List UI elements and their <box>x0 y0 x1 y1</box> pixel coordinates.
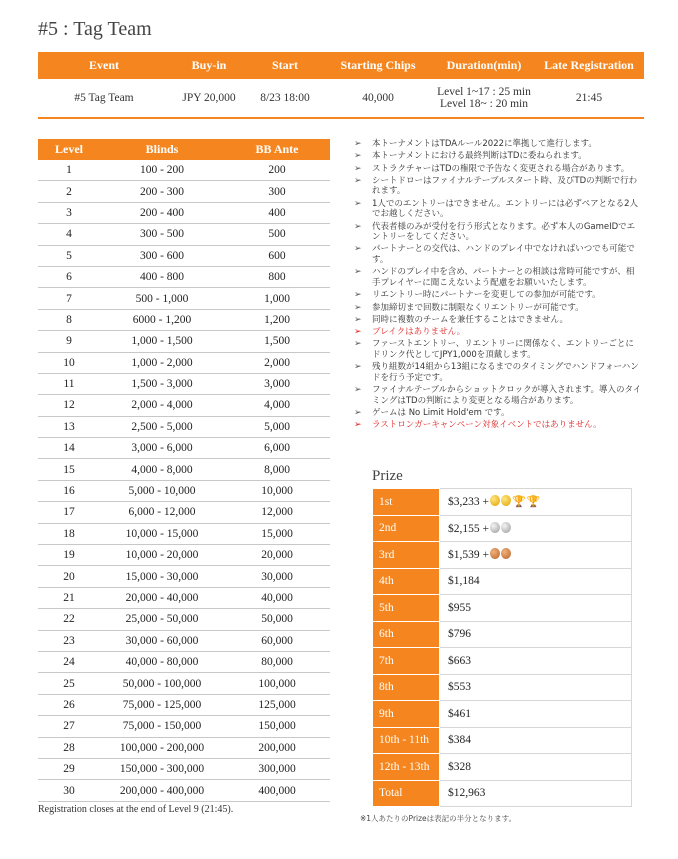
bb-ante-cell: 800 <box>224 266 330 287</box>
bb-ante-cell: 400 <box>224 202 330 223</box>
table-row <box>38 694 330 715</box>
prize-amount-cell <box>440 754 632 781</box>
prize-amount-cell <box>440 542 632 569</box>
table-row <box>38 181 330 202</box>
prize-row <box>373 542 632 569</box>
blinds-cell: 200 - 300 <box>100 181 224 202</box>
level-cell: 14 <box>38 438 100 459</box>
prize-row <box>373 780 632 807</box>
level-cell: 13 <box>38 416 100 437</box>
blinds-cell: 1,000 - 2,000 <box>100 352 224 373</box>
table-row <box>38 438 330 459</box>
level-cell: 5 <box>38 245 100 266</box>
level-cell: 24 <box>38 651 100 672</box>
bb-ante-cell: 1,000 <box>224 288 330 309</box>
prize-row <box>373 489 632 516</box>
level-cell: 17 <box>38 502 100 523</box>
event-name: #5 Tag Team <box>38 79 170 118</box>
note-text: 残り組数が14組から13組になるまでのタイミングでハンドフォーハンドを行う予定です。 <box>372 362 639 383</box>
bb-ante-cell: 300,000 <box>224 758 330 779</box>
blinds-cell: 30,000 - 60,000 <box>100 630 224 651</box>
table-row <box>38 416 330 437</box>
late-registration-value: 21:45 <box>534 79 644 118</box>
blinds-cell: 300 - 600 <box>100 245 224 266</box>
table-row <box>38 288 330 309</box>
prize-place: 5th <box>373 595 440 622</box>
table-row <box>38 780 330 801</box>
table-row <box>38 737 330 758</box>
prize-amount: $2,155 + <box>448 522 489 535</box>
blinds-cell: 200 - 400 <box>100 202 224 223</box>
note-text: 同時に複数のチームを兼任することはできません。 <box>372 314 569 325</box>
trophy-icon: 🏆 <box>526 496 541 509</box>
prize-place: 7th <box>373 648 440 675</box>
blinds-cell: 400 - 800 <box>100 266 224 287</box>
arrow-bullet-icon: ➢ <box>354 221 362 232</box>
prize-amount: $328 <box>448 760 471 773</box>
list-item <box>352 385 642 406</box>
note-text: パートナーとの交代は、ハンドのプレイ中でなければいつでも可能です。 <box>372 244 635 266</box>
blinds-cell: 3,000 - 6,000 <box>100 438 224 459</box>
registration-note: Registration closes at the end of Level 9 (21:45). <box>38 804 234 815</box>
header-bb-ante: BB Ante <box>224 139 330 160</box>
table-row <box>38 373 330 394</box>
table-row <box>38 480 330 501</box>
blinds-cell: 150,000 - 300,000 <box>100 758 224 779</box>
level-cell: 19 <box>38 545 100 566</box>
bronze-medal-icon <box>490 548 500 559</box>
note-text: ファイナルテーブルからショットクロックが導入されます。導入のタイミングはTDの判断により変更となる場合があります。 <box>372 385 642 406</box>
prize-row <box>373 754 632 781</box>
arrow-bullet-icon: ➢ <box>354 151 362 162</box>
table-row <box>38 160 330 181</box>
blinds-cell: 10,000 - 20,000 <box>100 545 224 566</box>
prize-amount-cell <box>440 515 632 542</box>
note-text: 本トーナメントにおける最終判断はTDに委ねられます。 <box>372 151 587 162</box>
level-cell: 30 <box>38 780 100 801</box>
level-cell: 29 <box>38 758 100 779</box>
level-cell: 25 <box>38 673 100 694</box>
table-row <box>38 502 330 523</box>
bb-ante-cell: 5,000 <box>224 416 330 437</box>
bb-ante-cell: 500 <box>224 224 330 245</box>
prize-amount: $955 <box>448 601 471 614</box>
bb-ante-cell: 3,000 <box>224 373 330 394</box>
table-row <box>38 459 330 480</box>
prize-row <box>373 674 632 701</box>
note-text: シートドローはファイナルテーブルスタート時、及びTDの判断で行われます。 <box>372 175 638 197</box>
table-row <box>38 395 330 416</box>
note-text: 1人でのエントリーはできません。エントリーには必ずペアとなる2人でお越しください。 <box>372 198 638 220</box>
prize-amount-cell <box>440 621 632 648</box>
duration-value <box>434 79 534 118</box>
prize-note: ※1人あたりのPrizeは表記の半分となります。 <box>360 814 517 823</box>
prize-row <box>373 515 632 542</box>
level-cell: 6 <box>38 266 100 287</box>
header-blinds: Blinds <box>100 139 224 160</box>
list-item <box>352 290 642 301</box>
prize-place: 1st <box>373 489 440 516</box>
prize-amount: $796 <box>448 628 471 641</box>
prize-table <box>372 488 632 807</box>
bb-ante-cell: 100,000 <box>224 673 330 694</box>
note-text: 参加締切まで回数に制限なくリエントリーが可能です。 <box>372 302 584 313</box>
arrow-bullet-icon: ➢ <box>354 362 362 373</box>
prize-place: Total <box>373 780 440 807</box>
prize-amount-cell <box>440 701 632 728</box>
level-cell: 2 <box>38 181 100 202</box>
summary-row <box>38 79 644 118</box>
list-item <box>352 303 642 314</box>
bb-ante-cell: 8,000 <box>224 459 330 480</box>
blinds-cell: 100,000 - 200,000 <box>100 737 224 758</box>
prize-row <box>373 568 632 595</box>
list-item <box>352 408 642 419</box>
blinds-cell: 6,000 - 12,000 <box>100 502 224 523</box>
prize-row <box>373 701 632 728</box>
prize-place: 8th <box>373 674 440 701</box>
prize-amount: $12,963 <box>448 787 486 800</box>
prize-amount: $3,233 + <box>448 496 489 509</box>
blinds-cell: 15,000 - 30,000 <box>100 566 224 587</box>
bb-ante-cell: 400,000 <box>224 780 330 801</box>
chips-value: 40,000 <box>322 79 434 118</box>
blinds-cell: 4,000 - 8,000 <box>100 459 224 480</box>
blinds-cell: 1,000 - 1,500 <box>100 331 224 352</box>
bb-ante-cell: 10,000 <box>224 480 330 501</box>
duration-line-2: Level 18~ : 20 min <box>440 98 528 110</box>
header-level: Level <box>38 139 100 160</box>
level-cell: 20 <box>38 566 100 587</box>
bb-ante-cell: 20,000 <box>224 545 330 566</box>
list-item <box>352 267 642 288</box>
blinds-cell: 500 - 1,000 <box>100 288 224 309</box>
note-text: ハンドのプレイ中を含め、パートナーとの相談は常時可能ですが、相手プレイヤーに聞こえないよう配慮をお願いいたします。 <box>372 267 635 288</box>
blinds-cell: 40,000 - 80,000 <box>100 651 224 672</box>
note-text: ラストロンガーキャンペーン対象イベントではありません。 <box>372 420 602 431</box>
level-cell: 9 <box>38 331 100 352</box>
blinds-cell: 75,000 - 125,000 <box>100 694 224 715</box>
blinds-cell: 5,000 - 10,000 <box>100 480 224 501</box>
table-row <box>38 352 330 373</box>
level-cell: 26 <box>38 694 100 715</box>
table-row <box>38 651 330 672</box>
table-row <box>38 331 330 352</box>
table-row <box>38 716 330 737</box>
prize-amount-cell <box>440 648 632 675</box>
arrow-bullet-icon: ➢ <box>354 420 362 431</box>
level-cell: 22 <box>38 609 100 630</box>
bb-ante-cell: 200 <box>224 160 330 181</box>
arrow-bullet-icon: ➢ <box>354 198 362 209</box>
prize-place: 9th <box>373 701 440 728</box>
list-item <box>352 199 642 220</box>
bb-ante-cell: 30,000 <box>224 566 330 587</box>
level-cell: 15 <box>38 459 100 480</box>
prize-amount-cell <box>440 595 632 622</box>
table-row <box>38 609 330 630</box>
prize-row <box>373 621 632 648</box>
bb-ante-cell: 4,000 <box>224 395 330 416</box>
note-text: ファーストエントリー、リエントリーに関係なく、エントリーごとにドリンク代としてJPY1,000を頂戴します。 <box>372 339 634 360</box>
level-cell: 7 <box>38 288 100 309</box>
duration-line-1: Level 1~17 : 25 min <box>437 86 531 98</box>
table-row <box>38 545 330 566</box>
bb-ante-cell: 6,000 <box>224 438 330 459</box>
bb-ante-cell: 1,200 <box>224 309 330 330</box>
list-item <box>352 222 642 243</box>
rules-list <box>352 139 642 433</box>
bb-ante-cell: 1,500 <box>224 331 330 352</box>
bb-ante-cell: 12,000 <box>224 502 330 523</box>
bb-ante-cell: 600 <box>224 245 330 266</box>
header-start: Start <box>248 52 322 79</box>
list-item <box>352 339 642 360</box>
table-row <box>38 245 330 266</box>
blinds-cell: 1,500 - 3,000 <box>100 373 224 394</box>
list-item <box>352 176 642 197</box>
table-row <box>38 566 330 587</box>
header-buyin: Buy-in <box>170 52 248 79</box>
blinds-cell: 25,000 - 50,000 <box>100 609 224 630</box>
header-late-registration: Late Registration <box>534 52 644 79</box>
page-title: #5 : Tag Team <box>38 18 152 40</box>
note-text: ゲームは No Limit Hold'em です。 <box>372 407 510 418</box>
level-cell: 8 <box>38 309 100 330</box>
bb-ante-cell: 80,000 <box>224 651 330 672</box>
level-cell: 4 <box>38 224 100 245</box>
blinds-cell: 10,000 - 15,000 <box>100 523 224 544</box>
prize-place: 2nd <box>373 515 440 542</box>
prize-amount: $663 <box>448 654 471 667</box>
prize-amount-cell <box>440 674 632 701</box>
bb-ante-cell: 50,000 <box>224 609 330 630</box>
prize-place: 3rd <box>373 542 440 569</box>
bb-ante-cell: 2,000 <box>224 352 330 373</box>
prize-row <box>373 727 632 754</box>
blinds-cell: 2,500 - 5,000 <box>100 416 224 437</box>
blinds-cell: 75,000 - 150,000 <box>100 716 224 737</box>
table-row <box>38 587 330 608</box>
note-text: 本トーナメントはTDAルール2022に準拠して進行します。 <box>372 139 597 149</box>
summary-header-row <box>38 52 644 79</box>
blinds-cell: 2,000 - 4,000 <box>100 395 224 416</box>
bb-ante-cell: 300 <box>224 181 330 202</box>
level-cell: 21 <box>38 587 100 608</box>
note-text: 代表者様のみが受付を行う形式となります。必ず本人のGameIDでエントリーをしてください。 <box>372 221 636 243</box>
table-row <box>38 523 330 544</box>
blinds-cell: 20,000 - 40,000 <box>100 587 224 608</box>
bb-ante-cell: 60,000 <box>224 630 330 651</box>
level-cell: 3 <box>38 202 100 223</box>
list-item <box>352 315 642 326</box>
level-cell: 10 <box>38 352 100 373</box>
arrow-bullet-icon: ➢ <box>354 407 362 418</box>
table-row <box>38 266 330 287</box>
prize-place: 6th <box>373 621 440 648</box>
prize-amount: $1,539 + <box>448 549 489 562</box>
arrow-bullet-icon: ➢ <box>354 267 362 278</box>
blinds-cell: 100 - 200 <box>100 160 224 181</box>
trophy-icon: 🏆 <box>512 496 526 509</box>
prize-amount: $384 <box>448 734 471 747</box>
prize-amount: $553 <box>448 681 471 694</box>
prize-place: 12th - 13th <box>373 754 440 781</box>
table-row <box>38 309 330 330</box>
arrow-bullet-icon: ➢ <box>354 139 362 149</box>
blinds-cell: 200,000 - 400,000 <box>100 780 224 801</box>
arrow-bullet-icon: ➢ <box>354 314 362 325</box>
blinds-cell: 6000 - 1,200 <box>100 309 224 330</box>
buyin-value: JPY 20,000 <box>170 79 248 118</box>
table-row <box>38 758 330 779</box>
silver-medal-icon <box>490 522 500 533</box>
note-text: リエントリー時にパートナーを変更しての参加が可能です。 <box>372 290 601 301</box>
gold-medal-icon <box>490 495 500 506</box>
header-event: Event <box>38 52 170 79</box>
note-text: ストラクチャーはTDの権限で予告なく変更される場合があります。 <box>372 163 630 174</box>
table-row <box>38 224 330 245</box>
bronze-medal-icon <box>501 548 511 559</box>
blinds-cell: 300 - 500 <box>100 224 224 245</box>
list-item <box>352 151 642 162</box>
level-cell: 28 <box>38 737 100 758</box>
list-item <box>352 327 642 338</box>
silver-medal-icon <box>501 522 511 533</box>
table-row <box>38 630 330 651</box>
blinds-cell: 50,000 - 100,000 <box>100 673 224 694</box>
level-cell: 11 <box>38 373 100 394</box>
prize-row <box>373 648 632 675</box>
table-row <box>38 202 330 223</box>
table-row <box>38 673 330 694</box>
arrow-bullet-icon: ➢ <box>354 385 362 396</box>
arrow-bullet-icon: ➢ <box>354 339 362 350</box>
arrow-bullet-icon: ➢ <box>354 302 362 313</box>
prize-place: 4th <box>373 568 440 595</box>
blinds-header-row <box>38 139 330 160</box>
prize-amount-cell <box>440 568 632 595</box>
list-item <box>352 362 642 383</box>
level-cell: 12 <box>38 395 100 416</box>
bb-ante-cell: 150,000 <box>224 716 330 737</box>
list-item <box>352 139 642 150</box>
header-duration: Duration(min) <box>434 52 534 79</box>
bb-ante-cell: 200,000 <box>224 737 330 758</box>
prize-amount: $461 <box>448 707 471 720</box>
gold-medal-icon <box>501 495 511 506</box>
prize-amount-cell <box>440 727 632 754</box>
arrow-bullet-icon: ➢ <box>354 327 362 338</box>
blind-structure-table <box>38 139 330 802</box>
header-starting-chips: Starting Chips <box>322 52 434 79</box>
prize-title: Prize <box>372 468 403 484</box>
level-cell: 23 <box>38 630 100 651</box>
level-cell: 1 <box>38 160 100 181</box>
bb-ante-cell: 15,000 <box>224 523 330 544</box>
event-summary-table <box>38 52 644 119</box>
arrow-bullet-icon: ➢ <box>354 163 362 174</box>
prize-amount-cell <box>440 489 632 516</box>
arrow-bullet-icon: ➢ <box>354 290 362 301</box>
list-item <box>352 420 642 431</box>
level-cell: 27 <box>38 716 100 737</box>
blinds-body <box>38 160 330 801</box>
prize-place: 10th - 11th <box>373 727 440 754</box>
prize-amount: $1,184 <box>448 575 480 588</box>
level-cell: 18 <box>38 523 100 544</box>
bb-ante-cell: 125,000 <box>224 694 330 715</box>
arrow-bullet-icon: ➢ <box>354 175 362 186</box>
bb-ante-cell: 40,000 <box>224 587 330 608</box>
prize-body <box>373 489 632 807</box>
list-item <box>352 244 642 265</box>
prize-amount-cell <box>440 780 632 807</box>
arrow-bullet-icon: ➢ <box>354 244 362 255</box>
note-text: ブレイクはありません。 <box>372 327 466 338</box>
start-value: 8/23 18:00 <box>248 79 322 118</box>
level-cell: 16 <box>38 480 100 501</box>
list-item <box>352 164 642 175</box>
prize-row <box>373 595 632 622</box>
